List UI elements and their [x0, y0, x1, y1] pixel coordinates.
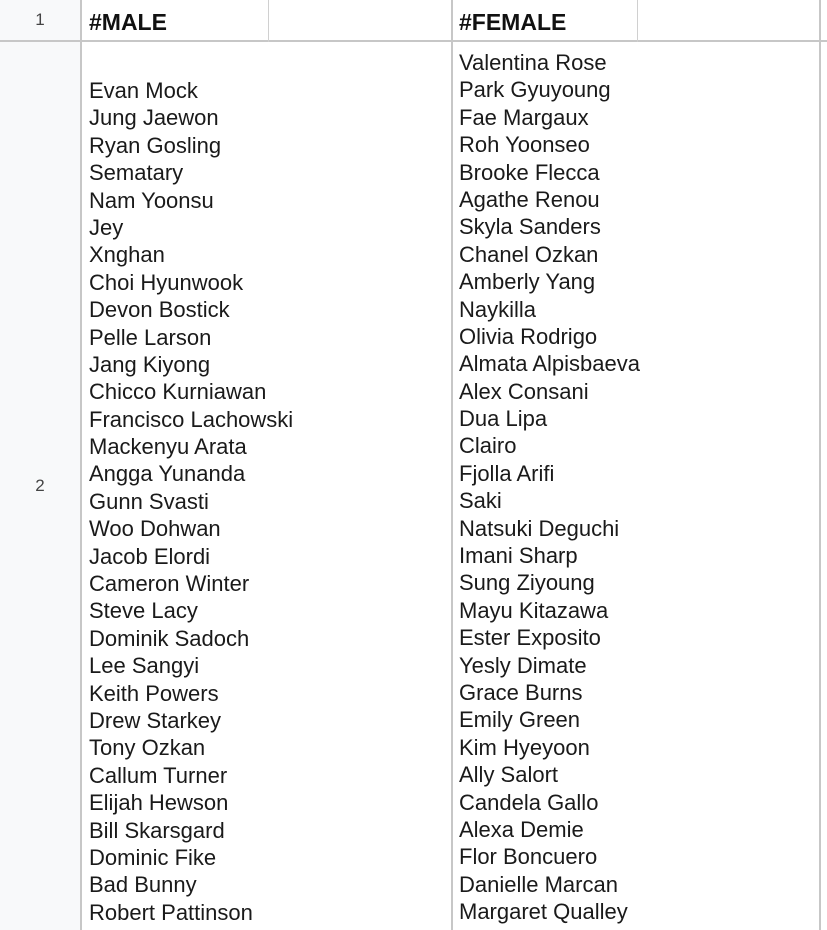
male-name-item: Robert Pattinson [89, 899, 253, 925]
female-name-item: Yesly Dimate [459, 652, 587, 678]
male-name-item: Elijah Hewson [89, 790, 229, 816]
female-name-item: Ester Exposito [459, 625, 601, 651]
female-name-item: Saki [459, 488, 502, 514]
female-name-item: Danielle Marcan [459, 871, 618, 897]
female-name-item: Brooke Flecca [459, 159, 600, 185]
female-names-cell[interactable] [459, 49, 640, 926]
male-name-item: Nam Yoonsu [89, 187, 214, 213]
female-name-item: Fjolla Arifi [459, 460, 555, 486]
male-name-item: Bad Bunny [89, 872, 197, 898]
female-name-item: Grace Burns [459, 679, 583, 705]
male-name-item: Choi Hyunwook [89, 269, 244, 295]
row-header-1[interactable]: 1 [0, 0, 82, 42]
female-name-item: Agathe Renou [459, 186, 600, 212]
header-row [82, 0, 827, 42]
male-name-item: Drew Starkey [89, 707, 222, 733]
female-name-item: Sung Ziyoung [459, 570, 595, 596]
male-name-item: Jang Kiyong [89, 351, 211, 377]
female-name-item: Olivia Rodrigo [459, 323, 598, 349]
female-name-item: Natsuki Deguchi [459, 515, 620, 541]
row-header-2[interactable]: 2 [0, 42, 82, 930]
female-name-item: Margaret Qualley [459, 899, 628, 925]
male-name-item: Jey [89, 214, 124, 240]
male-name-item: Gunn Svasti [89, 488, 209, 514]
female-name-item: Ally Salort [459, 762, 559, 788]
female-name-item: Almata Alpisbaeva [459, 351, 640, 377]
female-name-item: Fae Margaux [459, 104, 589, 130]
male-name-item: Francisco Lachowski [89, 406, 294, 432]
male-name-item: Cameron Winter [89, 571, 250, 597]
male-name-item: Ryan Gosling [89, 132, 222, 158]
male-name-item: Angga Yunanda [89, 461, 246, 487]
male-name-item: Keith Powers [89, 680, 219, 706]
female-name-item: Park Gyuyoung [459, 77, 611, 103]
male-name-item: Devon Bostick [89, 297, 230, 323]
male-name-item: Steve Lacy [89, 598, 198, 624]
female-name-item: Mayu Kitazawa [459, 597, 609, 623]
male-name-item: Chicco Kurniawan [89, 379, 267, 405]
male-names-cell[interactable] [89, 77, 293, 926]
male-name-item: Mackenyu Arata [89, 434, 247, 460]
male-name-item: Tony Ozkan [89, 735, 206, 761]
male-name-item: Dominik Sadoch [89, 625, 250, 651]
female-name-item: Chanel Ozkan [459, 241, 599, 267]
grid-line [268, 0, 269, 42]
male-name-item: Xnghan [89, 242, 165, 268]
female-name-item: Dua Lipa [459, 406, 548, 432]
male-header-cell[interactable]: #MALE [89, 9, 167, 35]
right-border [819, 0, 821, 930]
male-name-item: Pelle Larson [89, 324, 212, 350]
grid-line [637, 0, 638, 42]
female-name-item: Skyla Sanders [459, 214, 601, 240]
female-name-item: Kim Hyeyoon [459, 734, 590, 760]
female-name-item: Flor Boncuero [459, 844, 598, 870]
female-name-item: Imani Sharp [459, 543, 578, 569]
female-name-item: Emily Green [459, 707, 581, 733]
male-name-item: Evan Mock [89, 78, 198, 103]
male-name-item: Sematary [89, 160, 184, 186]
male-name-item: Callum Turner [89, 762, 228, 788]
male-name-item: Woo Dohwan [89, 516, 221, 542]
male-name-item: Jung Jaewon [89, 105, 219, 131]
female-name-item: Amberly Yang [459, 269, 596, 295]
female-name-item: Candela Gallo [459, 789, 599, 815]
male-name-item: Lee Sangyi [89, 653, 200, 679]
female-name-item: Clairo [459, 433, 517, 459]
female-name-item: Valentina Rose [459, 50, 607, 75]
column-divider [451, 0, 453, 930]
male-name-item: Dominic Fike [89, 844, 217, 870]
male-name-item: Bill Skarsgard [89, 817, 225, 843]
female-header-cell[interactable]: #FEMALE [459, 9, 567, 35]
female-name-item: Roh Yoonseo [459, 132, 590, 158]
female-name-item: Alexa Demie [459, 816, 584, 842]
female-name-item: Alex Consani [459, 378, 589, 404]
female-name-item: Naykilla [459, 296, 537, 322]
male-name-item: Jacob Elordi [89, 543, 211, 569]
